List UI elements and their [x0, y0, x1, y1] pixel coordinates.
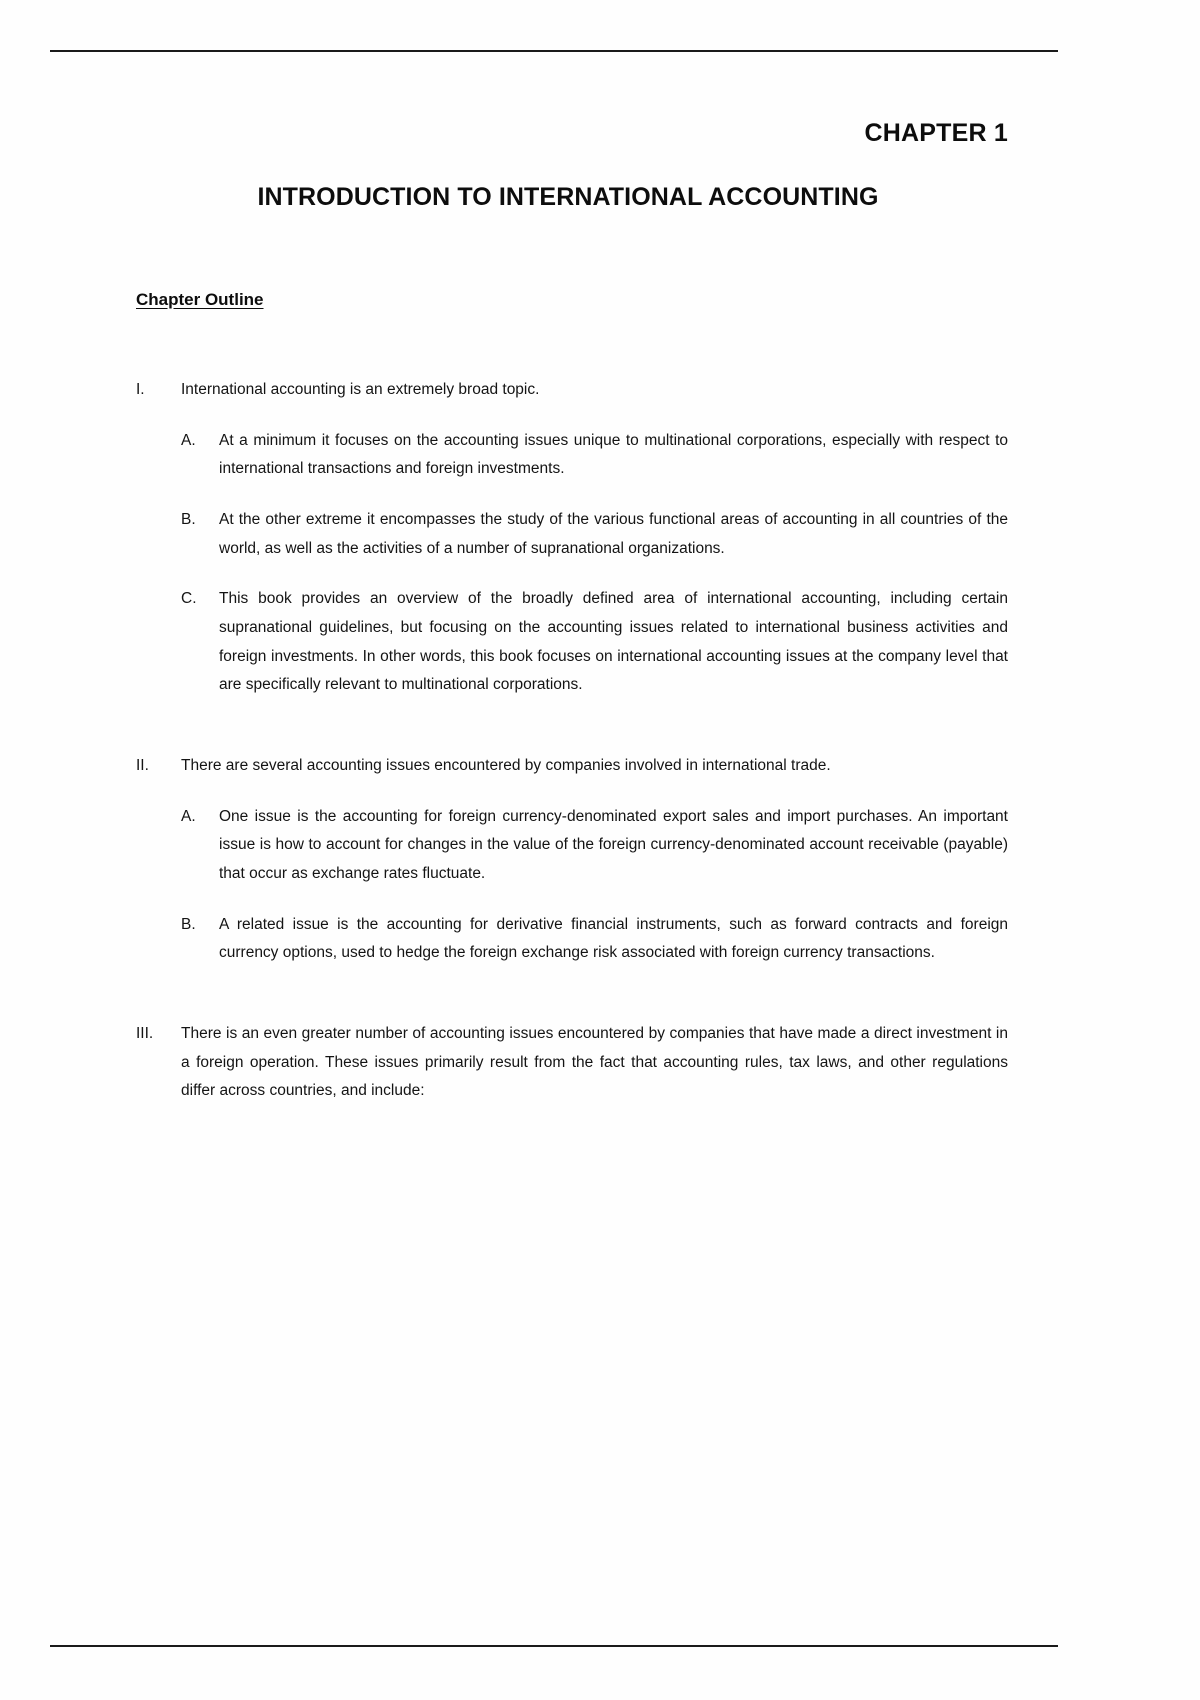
outline-list: [128, 376, 1008, 1106]
outline-section-row: [136, 376, 1008, 405]
chapter-title: INTRODUCTION TO INTERNATIONAL ACCOUNTING: [257, 183, 879, 211]
outline-section: [136, 1020, 1008, 1106]
document-content: [128, 118, 1008, 1106]
outline-section-text: There is an even greater number of accounting issues encountered by companies that have made a direct investment in a foreign operation. These issues primarily result from the fact that accounting rules, tax laws, and other regulations differ across countries, and include:: [181, 1025, 1008, 1100]
outline-subitem-marker: A.: [181, 431, 196, 449]
outline-section-row: [136, 752, 1008, 781]
outline-section-text: International accounting is an extremely broad topic.: [181, 381, 540, 398]
outline-subitem-text: This book provides an overview of the broadly defined area of international accounting, including certain supranational guidelines, but focusing on the accounting issues related to international business activities and foreign investments. In other words, this book focuses on international accounting issues at the company level that are specifically relevant to multinational corporations.: [219, 590, 1008, 694]
chapter-number: CHAPTER 1: [864, 119, 1008, 147]
outline-subitem: [181, 911, 1008, 968]
outline-section-marker: I.: [136, 381, 145, 398]
outline-subitem: [181, 506, 1008, 563]
outline-section-row: [136, 1020, 1008, 1106]
outline-section-text: There are several accounting issues encountered by companies involved in international trade.: [181, 757, 831, 775]
outline-subitem: [181, 585, 1008, 700]
outline-subitem-list: [181, 803, 1008, 968]
outline-section-marker: III.: [136, 1025, 154, 1043]
outline-subitem: [181, 803, 1008, 889]
outline-subitem-text: At the other extreme it encompasses the study of the various functional areas of accounting in all countries of the world, as well as the activities of a number of supranational organizations.: [219, 511, 1008, 557]
outline-subitem-marker: B.: [181, 915, 196, 933]
outline-subitem-text: At a minimum it focuses on the accounting issues unique to multinational corporations, especially with respect to international transactions and foreign investments.: [219, 431, 1008, 478]
section-heading-chapter-outline: Chapter Outline: [136, 290, 264, 309]
outline-subitem-marker: A.: [181, 807, 196, 825]
outline-subitem-text: One issue is the accounting for foreign currency-denominated export sales and import purchases. An important issue is how to account for changes in the value of the foreign currency-denominated account receivable (payable) that occur as exchange rates fluctuate.: [219, 807, 1008, 883]
outline-subitem-marker: B.: [181, 511, 196, 529]
outline-subitem: [181, 427, 1008, 484]
header-rule: [50, 50, 1058, 52]
outline-section: [136, 376, 1008, 700]
section-heading-wrapper: [128, 212, 1008, 310]
outline-section: [136, 752, 1008, 968]
outline-subitem-text: A related issue is the accounting for derivative financial instruments, such as forward contracts and foreign currency options, used to hedge the foreign exchange risk associated with foreign currency transactions.: [219, 915, 1008, 962]
outline-subitem-marker: C.: [181, 590, 197, 608]
footer-rule: [50, 1645, 1058, 1647]
outline-subitem-list: [181, 427, 1008, 700]
outline-section-marker: II.: [136, 757, 149, 775]
